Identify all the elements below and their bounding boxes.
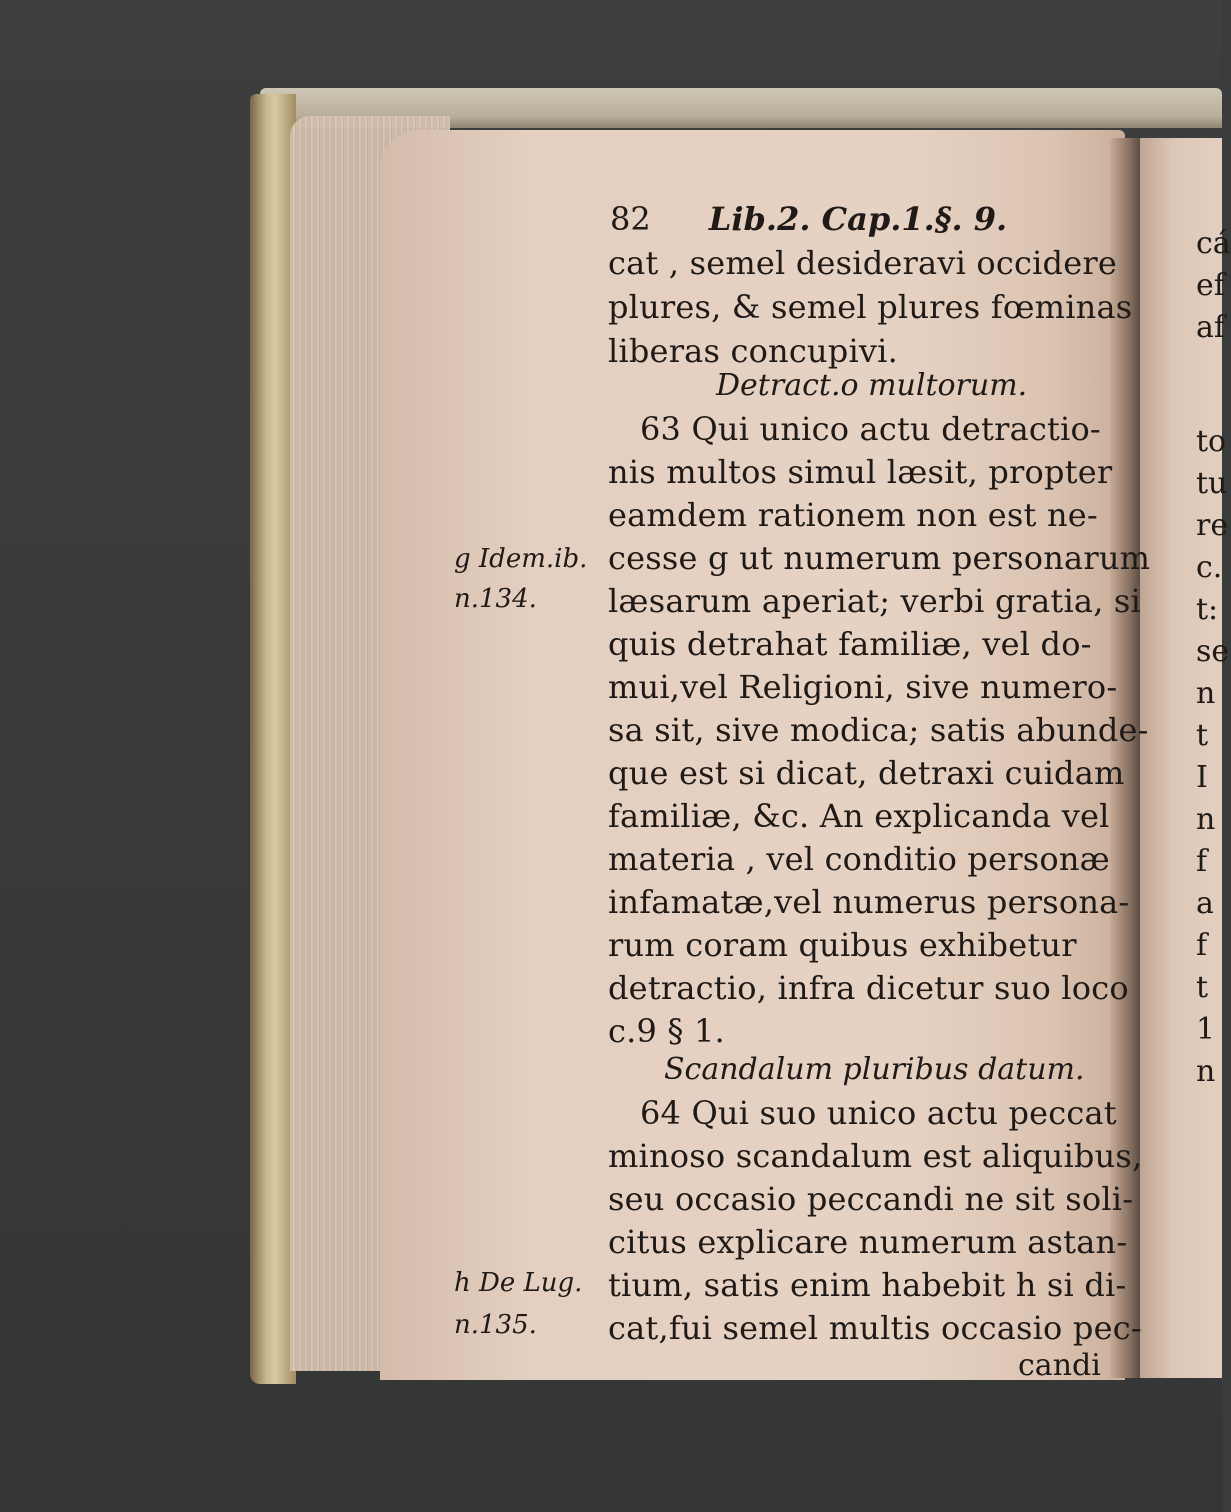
facing-page-fragment: cá <box>1196 226 1231 261</box>
running-header <box>610 200 1007 238</box>
paragraph-line: cat,fui semel multis occasio pec- <box>608 1309 1142 1347</box>
paragraph-line: minoso scandalum est aliquibus, <box>608 1137 1143 1175</box>
margin-note-g: g Idem.ib. <box>454 544 588 574</box>
facing-page-fragment: f <box>1196 928 1208 963</box>
text-line: cat , semel desideravi occidere <box>608 244 1117 282</box>
facing-page-fragment: n <box>1196 1054 1216 1089</box>
paragraph-line: materia , vel conditio personæ <box>608 840 1110 878</box>
facing-page-fragment: f <box>1196 844 1208 879</box>
paragraph-line: 63 Qui unico actu detractio- <box>640 410 1101 448</box>
page-number: 82 <box>610 200 651 238</box>
facing-page-fragment: re <box>1196 508 1229 543</box>
paragraph-line: detractio, infra dicetur suo loco <box>608 969 1129 1007</box>
facing-page-fragment: c. <box>1196 550 1223 585</box>
paragraph-line: rum coram quibus exhibetur <box>608 926 1077 964</box>
paragraph-line: seu occasio peccandi ne sit soli- <box>608 1180 1134 1218</box>
facing-page-fragment: I <box>1196 760 1208 795</box>
facing-page-fragment: 1 <box>1196 1012 1216 1047</box>
facing-page-fragment: n <box>1196 676 1216 711</box>
facing-page-fragment: t <box>1196 718 1209 753</box>
facing-page-fragment: t <box>1196 970 1209 1005</box>
facing-page-fragment: a <box>1196 886 1214 921</box>
text-line: liberas concupivi. <box>608 332 898 370</box>
facing-page-fragment: t: <box>1196 592 1219 627</box>
catchword: candi <box>1018 1348 1101 1383</box>
facing-page-fragment: ef <box>1196 268 1225 303</box>
facing-page-fragment: tu <box>1196 466 1228 501</box>
facing-page-fragment: n <box>1196 802 1216 837</box>
running-head: Lib.2. Cap.1.§. 9. <box>708 200 1008 238</box>
margin-note-g-ref: n.134. <box>454 584 537 614</box>
paragraph-line: nis multos simul læsit, propter <box>608 453 1113 491</box>
facing-page-fragment: to <box>1196 424 1227 459</box>
paragraph-line: infamatæ,vel numerus persona- <box>608 883 1130 921</box>
facing-page-fragment: se <box>1196 634 1230 669</box>
paragraph-line: familiæ, &c. An explicanda vel <box>608 797 1110 835</box>
facing-page-fragment: af <box>1196 310 1225 345</box>
margin-note-h-ref: n.135. <box>454 1310 537 1340</box>
paragraph-line: c.9 § 1. <box>608 1012 725 1050</box>
paragraph-line: citus explicare numerum astan- <box>608 1223 1128 1261</box>
paragraph-line: que est si dicat, detraxi cuidam <box>608 754 1125 792</box>
paragraph-line: eamdem rationem non est ne- <box>608 496 1098 534</box>
paragraph-line: tium, satis enim habebit h si di- <box>608 1266 1127 1304</box>
margin-note-h: h De Lug. <box>454 1268 583 1298</box>
paragraph-line: mui,vel Religioni, sive numero- <box>608 668 1118 706</box>
paragraph-line: læsarum aperiat; verbi gratia, si <box>608 582 1141 620</box>
paragraph-line: sa sit, sive modica; satis abunde- <box>608 711 1149 749</box>
paragraph-line: quis detrahat familiæ, vel do- <box>608 625 1092 663</box>
section-heading: Scandalum pluribus datum. <box>664 1052 1085 1087</box>
section-heading: Detract.o multorum. <box>716 368 1028 403</box>
paragraph-line: 64 Qui suo unico actu peccat <box>640 1094 1117 1132</box>
paragraph-line: cesse g ut numerum personarum <box>608 539 1151 577</box>
text-line: plures, & semel plures fœminas <box>608 288 1133 326</box>
